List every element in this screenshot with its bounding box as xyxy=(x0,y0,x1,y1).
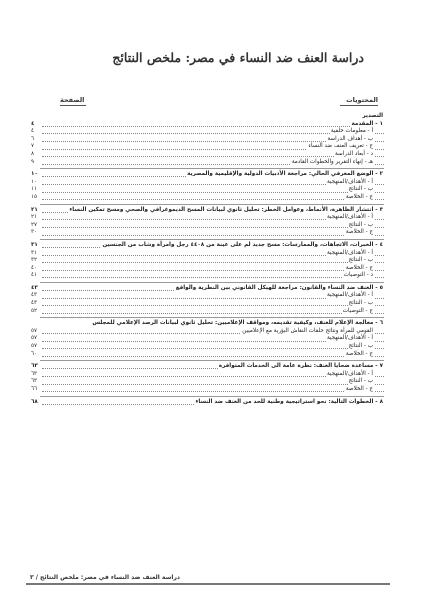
toc-entry xyxy=(30,300,384,308)
toc-entry-page: ٥٧ xyxy=(31,335,38,342)
toc-entry xyxy=(30,378,384,386)
toc-entry xyxy=(30,351,384,359)
toc-entry xyxy=(30,308,384,316)
toc-entry-title: ٣ - انتشار الظاهرة، الأنماط، وعوامل الخطر: تحليل ثانوي لبيانات المسح الديموغرافي والصحي ومسح تمكين النساء xyxy=(69,206,383,213)
toc-entry-page: ٦٣ xyxy=(31,370,38,377)
toc-entry xyxy=(30,186,384,194)
toc-entry-title: ب - النتائج xyxy=(348,221,373,228)
dot-leader xyxy=(42,227,384,228)
toc-entry-title: ٨ - الخطوات التالية: نحو استراتيجية وطنية للحد من العنف ضد النساء xyxy=(195,398,383,405)
toc-entry xyxy=(30,128,384,136)
toc-entry-page: ٧ xyxy=(31,143,35,150)
toc-entry xyxy=(30,194,384,202)
toc-entry-title: ج - التوصيات xyxy=(342,307,373,314)
toc-entry-title: هـ - إنهاء التقرير والخطوات القادمة xyxy=(291,158,373,165)
toc-entry-title: ب - النتائج xyxy=(348,186,373,193)
toc-entry-title: ب - النتائج xyxy=(348,300,373,307)
toc-entry xyxy=(30,113,384,121)
toc-entry-title: ٦ - معالجة الإعلام للعنف، وكيفية تقديمه، ومواقف الإعلاميين: تحليل ثانوي لبيانات الرصد الإعلامي للمجلس xyxy=(92,320,383,327)
toc-entry-page: ٦٠ xyxy=(31,350,38,357)
toc-entry-title: أ - الأهداف/المنهجية xyxy=(326,249,373,256)
toc-entry-page: ٦٣ xyxy=(31,363,38,370)
toc-entry xyxy=(30,242,384,250)
toc-entry-title: ج - الخلاصة xyxy=(345,193,373,200)
toc-entry-title: ٥ - العنف ضد النساء والقانون: مراجعة للهيكل القانوني بين النظرية والواقع xyxy=(175,284,383,291)
toc-entry xyxy=(30,399,384,407)
toc-entry xyxy=(30,265,384,273)
toc-entry-title: القومي للمرأة ونتائج حلقات النقاش البؤرية مع الإعلاميين xyxy=(242,327,373,334)
toc-entry-title: ٢ - الوضع المعرفي الحالي: مراجعة الأدبيات الدولية والإقليمية والمصرية xyxy=(187,171,383,178)
dot-leader xyxy=(42,391,384,392)
toc-entry-title: ب - النتائج xyxy=(348,378,373,385)
toc-entry-title: ٧ - مساعدة ضحايا العنف: نظرة عامة الى الخدمات المتوافرة xyxy=(218,363,383,370)
toc-entry-page: ٤٣ xyxy=(31,300,38,307)
toc-entry-title: التصدير xyxy=(362,113,383,119)
toc-entry-title: د - التوصيات xyxy=(343,272,373,279)
toc-entry-title: ب - النتائج xyxy=(348,343,373,350)
dot-leader xyxy=(42,192,384,193)
toc-entry-page: ٥٢ xyxy=(31,307,38,314)
toc-entry-title: ج - الخلاصة xyxy=(345,264,373,271)
dot-leader xyxy=(42,126,384,127)
toc-entry-title: أ - الأهداف/المنهجية xyxy=(326,178,373,185)
toc-entry-title: ٤ - الخبرات، الاتجاهات، والممارسات: مسح جديد لم على عينة من ٤٤٠٨ رجل وامرأة وشاب من الجنسين xyxy=(102,241,383,248)
toc-entry-page: ٥٧ xyxy=(31,327,38,334)
toc-entry-title: ج - الخلاصة xyxy=(345,229,373,236)
toc-entry-page: ١١ xyxy=(31,186,38,193)
toc-entry xyxy=(30,171,384,179)
toc-entry xyxy=(30,363,384,371)
toc-entry-title: أ - معلومات خلفية xyxy=(330,128,373,135)
toc-entry xyxy=(30,320,384,328)
toc-entry xyxy=(30,222,384,230)
toc-entry-title: ج - تعريف العنف ضد النساء xyxy=(308,143,373,150)
contents-heading: المحتويات xyxy=(340,96,378,106)
page-column-heading: الصفحة xyxy=(60,96,85,104)
dot-leader xyxy=(42,356,384,357)
toc-entry-page: ٤٣ xyxy=(31,292,38,299)
toc-entry xyxy=(30,143,384,151)
toc-entry-page: ٦٦ xyxy=(31,386,38,392)
toc-entry xyxy=(30,292,384,300)
toc-entry xyxy=(30,179,384,187)
toc-entry-title: ج - الخلاصة xyxy=(345,350,373,357)
toc-entry xyxy=(30,343,384,351)
dot-leader xyxy=(42,156,384,157)
toc-entry-title: أ - الأهداف/المنهجية xyxy=(326,370,373,377)
toc-entry-page: ٨ xyxy=(31,150,35,157)
toc-entry-page: ٦٣ xyxy=(31,378,38,385)
toc-entry-title: ب - النتائج xyxy=(348,257,373,264)
toc-entry xyxy=(30,151,384,159)
toc-entry-page: ٤١ xyxy=(31,272,38,279)
toc-entry-page: ١٠ xyxy=(31,178,38,185)
dot-leader xyxy=(42,199,384,200)
dot-leader xyxy=(42,262,384,263)
toc-entry xyxy=(30,159,384,167)
toc-entry-title: أ - الأهداف/المنهجية xyxy=(326,292,373,299)
toc-entry-title: ١ - المقدمة xyxy=(351,120,383,127)
toc-entry-page: ٣١ xyxy=(31,241,38,248)
dot-leader xyxy=(42,235,384,236)
dot-leader xyxy=(42,277,384,278)
toc-entry xyxy=(30,250,384,258)
toc-entry-page: ٦ xyxy=(31,135,35,142)
toc-entry-page: ١٠ xyxy=(31,171,38,178)
toc-entry xyxy=(30,335,384,343)
toc-entry xyxy=(30,386,384,394)
toc-entry-title: ب - أهداف الدراسة xyxy=(327,135,373,142)
toc-entry-page: ١٥ xyxy=(31,193,38,200)
toc-entry-page: ٣٢ xyxy=(31,257,38,264)
toc-entry-page: ٤٠ xyxy=(31,264,38,271)
toc-entry-page: ٤٣ xyxy=(31,284,38,291)
dot-leader xyxy=(42,305,384,306)
toc-entry-page: ٦٨ xyxy=(31,398,38,405)
toc-entry xyxy=(30,257,384,265)
page-title: دراسة العنف ضد النساء في مصر: ملخص النتائج xyxy=(112,50,364,65)
toc-entry-page: ٤ xyxy=(31,120,35,127)
toc-entry xyxy=(30,136,384,144)
toc-entry-page: ٩ xyxy=(31,158,35,165)
toc-entry-title: أ - الأهداف/المنهجية xyxy=(326,335,373,342)
toc-entry-title: ج - الخلاصة xyxy=(345,386,373,392)
dot-leader xyxy=(42,270,384,271)
toc-entry-title: د - أبعاد الدراسة xyxy=(335,150,373,157)
table-of-contents xyxy=(30,113,384,406)
toc-entry-page: ٢١ xyxy=(31,206,38,213)
toc-entry-page: ٢١ xyxy=(31,214,38,221)
toc-entry-page: ٣٠ xyxy=(31,229,38,236)
footer-text: دراسة العنف ضد النساء في مصر: ملخص النتائج / ٣ xyxy=(30,574,181,581)
dot-leader xyxy=(42,313,384,314)
toc-entry xyxy=(30,214,384,222)
dot-leader xyxy=(42,384,384,385)
toc-entry xyxy=(30,371,384,379)
toc-entry xyxy=(30,207,384,215)
toc-entry-page: ٢٧ xyxy=(31,221,38,228)
toc-entry xyxy=(30,229,384,237)
toc-entry-page: ٤ xyxy=(31,128,35,135)
toc-entry-title: أ - الأهداف/المنهجية xyxy=(326,214,373,221)
dot-leader xyxy=(42,348,384,349)
toc-entry xyxy=(30,272,384,280)
toc-entry-page: ٣١ xyxy=(31,249,38,256)
toc-entry-page: ٥٧ xyxy=(31,343,38,350)
